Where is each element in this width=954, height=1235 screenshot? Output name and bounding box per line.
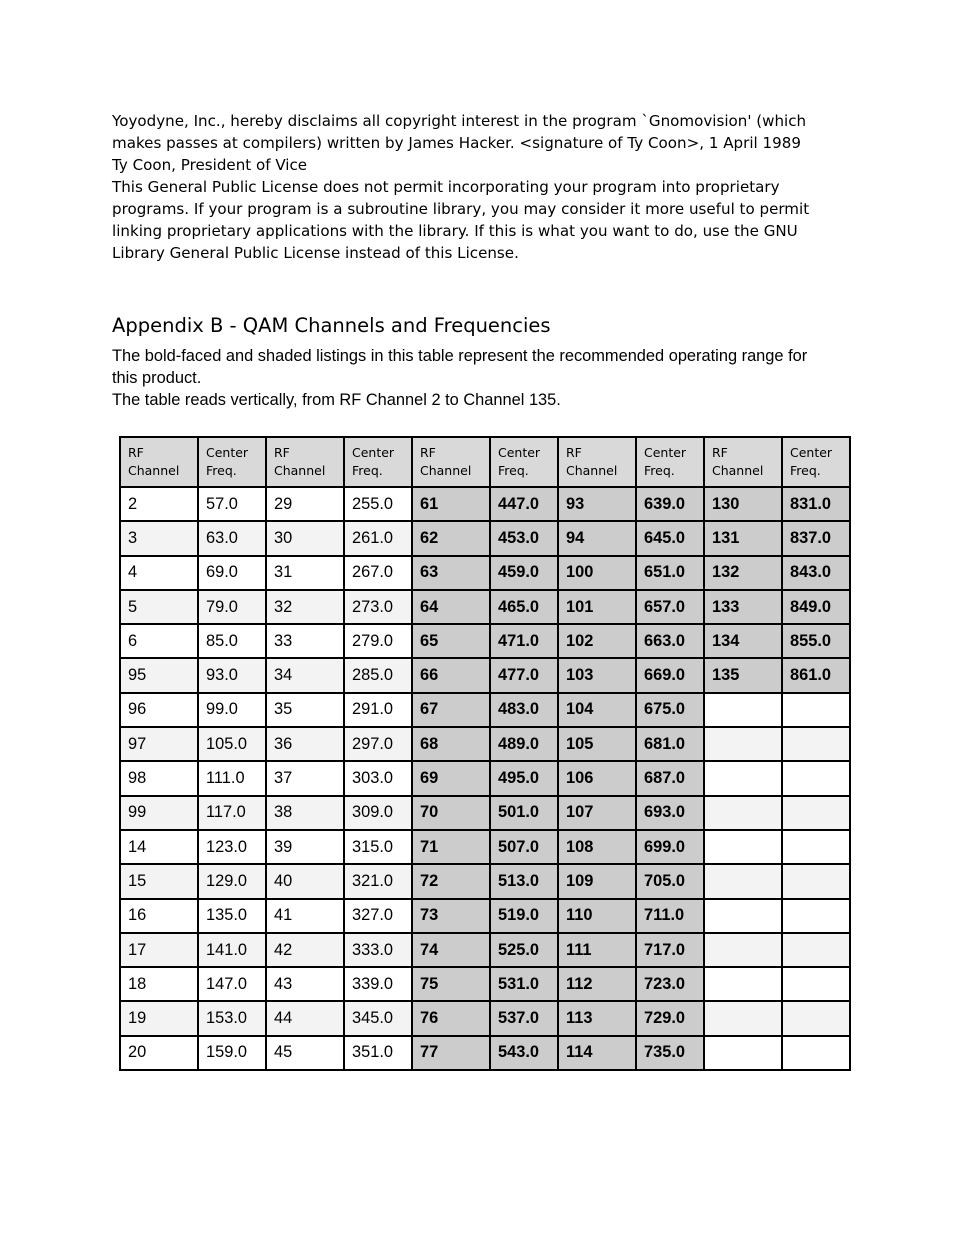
table-row xyxy=(120,658,850,692)
center-freq-cell: 669.0 xyxy=(636,658,704,692)
header-center-freq xyxy=(490,437,558,487)
rf-channel-cell: 71 xyxy=(412,830,490,864)
header-line: Freq. xyxy=(644,463,675,478)
rf-channel-cell: 104 xyxy=(558,693,636,727)
rf-channel-cell: 74 xyxy=(412,933,490,967)
rf-channel-cell: 6 xyxy=(120,624,198,658)
rf-channel-cell: 45 xyxy=(266,1036,344,1070)
rf-channel-cell: 4 xyxy=(120,556,198,590)
rf-channel-cell: 99 xyxy=(120,796,198,830)
rf-channel-cell: 112 xyxy=(558,967,636,1001)
header-line: RF xyxy=(712,445,728,460)
header-line: Freq. xyxy=(206,463,237,478)
rf-channel-cell xyxy=(704,899,782,933)
center-freq-cell xyxy=(782,693,850,727)
rf-channel-cell: 61 xyxy=(412,487,490,521)
center-freq-cell: 57.0 xyxy=(198,487,266,521)
center-freq-cell: 651.0 xyxy=(636,556,704,590)
rf-channel-cell: 37 xyxy=(266,761,344,795)
center-freq-cell: 327.0 xyxy=(344,899,412,933)
header-line: Channel xyxy=(712,463,764,478)
table-row xyxy=(120,864,850,898)
center-freq-cell xyxy=(782,967,850,1001)
center-freq-cell: 267.0 xyxy=(344,556,412,590)
center-freq-cell: 663.0 xyxy=(636,624,704,658)
rf-channel-cell xyxy=(704,933,782,967)
table-row xyxy=(120,693,850,727)
center-freq-cell: 699.0 xyxy=(636,830,704,864)
header-line: RF xyxy=(420,445,436,460)
rf-channel-cell: 105 xyxy=(558,727,636,761)
center-freq-cell: 309.0 xyxy=(344,796,412,830)
rf-channel-cell: 17 xyxy=(120,933,198,967)
table-row xyxy=(120,967,850,1001)
rf-channel-cell: 114 xyxy=(558,1036,636,1070)
center-freq-cell: 447.0 xyxy=(490,487,558,521)
center-freq-cell: 519.0 xyxy=(490,899,558,933)
rf-channel-cell: 134 xyxy=(704,624,782,658)
rf-channel-cell: 73 xyxy=(412,899,490,933)
center-freq-cell: 351.0 xyxy=(344,1036,412,1070)
rf-channel-cell: 35 xyxy=(266,693,344,727)
center-freq-cell: 501.0 xyxy=(490,796,558,830)
header-rf-channel xyxy=(558,437,636,487)
center-freq-cell: 459.0 xyxy=(490,556,558,590)
header-center-freq xyxy=(636,437,704,487)
header-rf-channel xyxy=(412,437,490,487)
center-freq-cell: 63.0 xyxy=(198,521,266,555)
rf-channel-cell: 33 xyxy=(266,624,344,658)
center-freq-cell: 531.0 xyxy=(490,967,558,1001)
header-line: Channel xyxy=(274,463,326,478)
center-freq-cell: 855.0 xyxy=(782,624,850,658)
table-row xyxy=(120,761,850,795)
center-freq-cell: 717.0 xyxy=(636,933,704,967)
rf-channel-cell: 113 xyxy=(558,1001,636,1035)
center-freq-cell: 723.0 xyxy=(636,967,704,1001)
header-line: Center xyxy=(206,445,249,460)
rf-channel-cell xyxy=(704,1001,782,1035)
table-row xyxy=(120,830,850,864)
rf-channel-cell: 36 xyxy=(266,727,344,761)
rf-channel-cell: 75 xyxy=(412,967,490,1001)
center-freq-cell: 147.0 xyxy=(198,967,266,1001)
rf-channel-cell: 76 xyxy=(412,1001,490,1035)
rf-channel-cell: 18 xyxy=(120,967,198,1001)
rf-channel-cell: 40 xyxy=(266,864,344,898)
rf-channel-cell: 101 xyxy=(558,590,636,624)
license-line: This General Public License does not permit incorporating your program into proprietary xyxy=(112,178,780,196)
header-line: Center xyxy=(498,445,541,460)
rf-channel-cell: 34 xyxy=(266,658,344,692)
center-freq-cell: 99.0 xyxy=(198,693,266,727)
rf-channel-cell xyxy=(704,761,782,795)
rf-channel-cell: 31 xyxy=(266,556,344,590)
center-freq-cell: 489.0 xyxy=(490,727,558,761)
rf-channel-cell: 102 xyxy=(558,624,636,658)
center-freq-cell xyxy=(782,796,850,830)
center-freq-cell: 453.0 xyxy=(490,521,558,555)
header-line: RF xyxy=(128,445,144,460)
table-row xyxy=(120,521,850,555)
center-freq-cell: 639.0 xyxy=(636,487,704,521)
center-freq-cell: 675.0 xyxy=(636,693,704,727)
center-freq-cell: 303.0 xyxy=(344,761,412,795)
center-freq-cell: 321.0 xyxy=(344,864,412,898)
appendix-heading: Appendix B - QAM Channels and Frequencies xyxy=(112,314,551,337)
center-freq-cell: 543.0 xyxy=(490,1036,558,1070)
center-freq-cell: 705.0 xyxy=(636,864,704,898)
center-freq-cell: 159.0 xyxy=(198,1036,266,1070)
rf-channel-cell: 38 xyxy=(266,796,344,830)
rf-channel-cell: 100 xyxy=(558,556,636,590)
rf-channel-cell: 72 xyxy=(412,864,490,898)
header-line: Center xyxy=(352,445,395,460)
center-freq-cell: 525.0 xyxy=(490,933,558,967)
rf-channel-cell: 44 xyxy=(266,1001,344,1035)
rf-channel-cell: 106 xyxy=(558,761,636,795)
rf-channel-cell: 66 xyxy=(412,658,490,692)
rf-channel-cell: 132 xyxy=(704,556,782,590)
table-row xyxy=(120,487,850,521)
rf-channel-cell: 14 xyxy=(120,830,198,864)
center-freq-cell: 843.0 xyxy=(782,556,850,590)
rf-channel-cell: 70 xyxy=(412,796,490,830)
rf-channel-cell: 93 xyxy=(558,487,636,521)
rf-channel-cell xyxy=(704,967,782,1001)
header-line: Channel xyxy=(420,463,472,478)
license-line: programs. If your program is a subroutine library, you may consider it more useful to permit xyxy=(112,200,810,218)
rf-channel-cell: 108 xyxy=(558,830,636,864)
center-freq-cell: 79.0 xyxy=(198,590,266,624)
rf-channel-cell: 20 xyxy=(120,1036,198,1070)
table-body xyxy=(120,487,850,1070)
center-freq-cell: 645.0 xyxy=(636,521,704,555)
center-freq-cell: 135.0 xyxy=(198,899,266,933)
intro-line: The table reads vertically, from RF Channel 2 to Channel 135. xyxy=(112,391,561,409)
rf-channel-cell: 15 xyxy=(120,864,198,898)
rf-channel-cell: 41 xyxy=(266,899,344,933)
license-line: Library General Public License instead of this License. xyxy=(112,244,519,262)
table-row xyxy=(120,590,850,624)
rf-channel-cell: 109 xyxy=(558,864,636,898)
center-freq-cell: 681.0 xyxy=(636,727,704,761)
appendix-intro xyxy=(112,345,852,411)
rf-channel-cell: 107 xyxy=(558,796,636,830)
rf-channel-cell xyxy=(704,796,782,830)
center-freq-cell: 687.0 xyxy=(636,761,704,795)
rf-channel-cell: 110 xyxy=(558,899,636,933)
rf-channel-cell: 96 xyxy=(120,693,198,727)
header-center-freq xyxy=(198,437,266,487)
center-freq-cell xyxy=(782,830,850,864)
rf-channel-cell: 95 xyxy=(120,658,198,692)
center-freq-cell: 69.0 xyxy=(198,556,266,590)
header-line: Center xyxy=(644,445,687,460)
header-line: Freq. xyxy=(498,463,529,478)
center-freq-cell: 291.0 xyxy=(344,693,412,727)
license-line: makes passes at compilers) written by James Hacker. <signature of Ty Coon>, 1 April 1989 xyxy=(112,134,801,152)
rf-channel-cell: 130 xyxy=(704,487,782,521)
center-freq-cell xyxy=(782,899,850,933)
center-freq-cell xyxy=(782,1001,850,1035)
header-center-freq xyxy=(782,437,850,487)
header-line: Freq. xyxy=(352,463,383,478)
center-freq-cell: 477.0 xyxy=(490,658,558,692)
header-line: RF xyxy=(274,445,290,460)
center-freq-cell: 471.0 xyxy=(490,624,558,658)
center-freq-cell xyxy=(782,1036,850,1070)
rf-channel-cell: 63 xyxy=(412,556,490,590)
center-freq-cell: 93.0 xyxy=(198,658,266,692)
center-freq-cell: 273.0 xyxy=(344,590,412,624)
rf-channel-cell: 135 xyxy=(704,658,782,692)
rf-channel-cell: 39 xyxy=(266,830,344,864)
center-freq-cell: 333.0 xyxy=(344,933,412,967)
license-line: Ty Coon, President of Vice xyxy=(112,156,308,174)
rf-channel-cell: 29 xyxy=(266,487,344,521)
center-freq-cell: 849.0 xyxy=(782,590,850,624)
rf-channel-cell: 30 xyxy=(266,521,344,555)
rf-channel-cell: 68 xyxy=(412,727,490,761)
rf-channel-cell: 16 xyxy=(120,899,198,933)
rf-channel-cell: 103 xyxy=(558,658,636,692)
rf-channel-cell: 19 xyxy=(120,1001,198,1035)
header-line: Center xyxy=(790,445,833,460)
center-freq-cell: 129.0 xyxy=(198,864,266,898)
rf-channel-cell xyxy=(704,830,782,864)
center-freq-cell: 117.0 xyxy=(198,796,266,830)
rf-channel-cell: 97 xyxy=(120,727,198,761)
center-freq-cell: 261.0 xyxy=(344,521,412,555)
table-row xyxy=(120,933,850,967)
center-freq-cell: 285.0 xyxy=(344,658,412,692)
rf-channel-cell: 98 xyxy=(120,761,198,795)
center-freq-cell xyxy=(782,933,850,967)
center-freq-cell: 537.0 xyxy=(490,1001,558,1035)
rf-channel-cell: 133 xyxy=(704,590,782,624)
intro-line: this product. xyxy=(112,369,202,387)
header-center-freq xyxy=(344,437,412,487)
rf-channel-cell: 111 xyxy=(558,933,636,967)
center-freq-cell: 85.0 xyxy=(198,624,266,658)
rf-channel-cell: 2 xyxy=(120,487,198,521)
rf-channel-cell: 62 xyxy=(412,521,490,555)
license-text xyxy=(112,110,852,264)
center-freq-cell: 105.0 xyxy=(198,727,266,761)
rf-channel-cell: 131 xyxy=(704,521,782,555)
center-freq-cell: 693.0 xyxy=(636,796,704,830)
header-rf-channel xyxy=(266,437,344,487)
rf-channel-cell: 64 xyxy=(412,590,490,624)
license-line: Yoyodyne, Inc., hereby disclaims all copyright interest in the program `Gnomovision' (which xyxy=(112,112,807,130)
center-freq-cell: 111.0 xyxy=(198,761,266,795)
rf-channel-cell: 65 xyxy=(412,624,490,658)
rf-channel-cell: 5 xyxy=(120,590,198,624)
center-freq-cell: 123.0 xyxy=(198,830,266,864)
center-freq-cell: 513.0 xyxy=(490,864,558,898)
center-freq-cell: 861.0 xyxy=(782,658,850,692)
rf-channel-cell xyxy=(704,864,782,898)
center-freq-cell: 483.0 xyxy=(490,693,558,727)
rf-channel-cell: 32 xyxy=(266,590,344,624)
intro-line: The bold-faced and shaded listings in this table represent the recommended operating range for xyxy=(112,347,808,365)
rf-channel-cell xyxy=(704,693,782,727)
table-row xyxy=(120,1001,850,1035)
document-page xyxy=(112,110,852,1062)
table-row xyxy=(120,727,850,761)
center-freq-cell: 345.0 xyxy=(344,1001,412,1035)
rf-channel-cell: 69 xyxy=(412,761,490,795)
rf-channel-cell: 67 xyxy=(412,693,490,727)
center-freq-cell: 297.0 xyxy=(344,727,412,761)
center-freq-cell xyxy=(782,727,850,761)
center-freq-cell: 495.0 xyxy=(490,761,558,795)
center-freq-cell: 837.0 xyxy=(782,521,850,555)
table-row xyxy=(120,1036,850,1070)
license-line: linking proprietary applications with the library. If this is what you want to do, use the GNU xyxy=(112,222,798,240)
qam-channel-table xyxy=(119,436,851,1071)
center-freq-cell xyxy=(782,761,850,795)
rf-channel-cell: 77 xyxy=(412,1036,490,1070)
rf-channel-cell xyxy=(704,1036,782,1070)
table-row xyxy=(120,796,850,830)
table-row xyxy=(120,899,850,933)
center-freq-cell: 831.0 xyxy=(782,487,850,521)
rf-channel-cell: 3 xyxy=(120,521,198,555)
center-freq-cell xyxy=(782,864,850,898)
rf-channel-cell: 43 xyxy=(266,967,344,1001)
center-freq-cell: 279.0 xyxy=(344,624,412,658)
center-freq-cell: 315.0 xyxy=(344,830,412,864)
rf-channel-cell: 94 xyxy=(558,521,636,555)
header-line: Freq. xyxy=(790,463,821,478)
center-freq-cell: 735.0 xyxy=(636,1036,704,1070)
center-freq-cell: 255.0 xyxy=(344,487,412,521)
header-rf-channel xyxy=(120,437,198,487)
header-line: Channel xyxy=(128,463,180,478)
center-freq-cell: 657.0 xyxy=(636,590,704,624)
header-line: RF xyxy=(566,445,582,460)
header-rf-channel xyxy=(704,437,782,487)
center-freq-cell: 729.0 xyxy=(636,1001,704,1035)
center-freq-cell: 339.0 xyxy=(344,967,412,1001)
center-freq-cell: 465.0 xyxy=(490,590,558,624)
rf-channel-cell xyxy=(704,727,782,761)
center-freq-cell: 711.0 xyxy=(636,899,704,933)
center-freq-cell: 153.0 xyxy=(198,1001,266,1035)
center-freq-cell: 507.0 xyxy=(490,830,558,864)
table-row xyxy=(120,556,850,590)
table-header-row xyxy=(120,437,850,487)
center-freq-cell: 141.0 xyxy=(198,933,266,967)
header-line: Channel xyxy=(566,463,618,478)
rf-channel-cell: 42 xyxy=(266,933,344,967)
table-row xyxy=(120,624,850,658)
